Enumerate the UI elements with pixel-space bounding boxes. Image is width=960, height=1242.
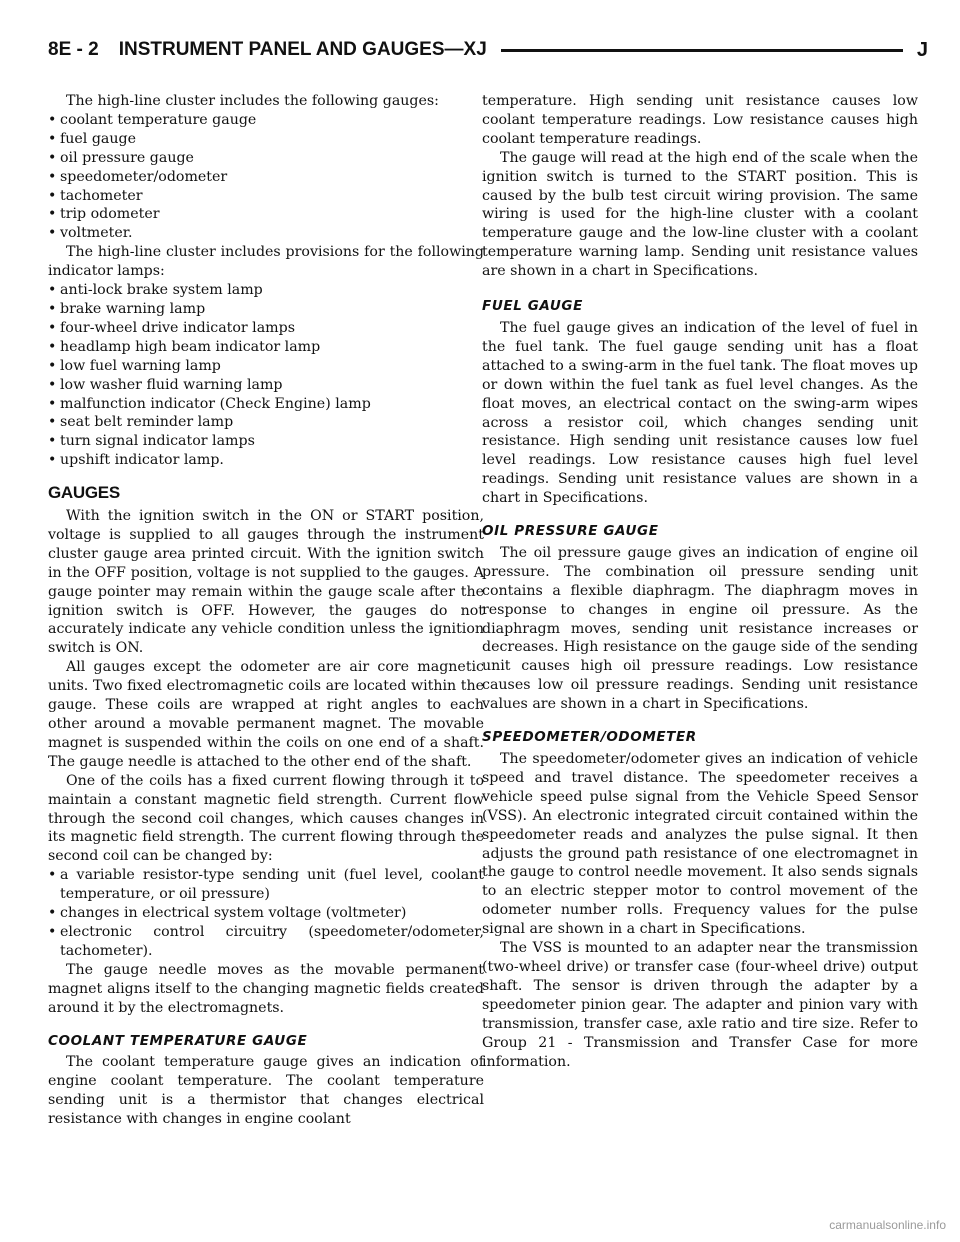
right-column (482, 92, 918, 1071)
bullet-icon: • (48, 905, 57, 922)
bullet-icon: • (48, 206, 57, 223)
list-item: • seat belt reminder lamp (48, 414, 234, 431)
heading-oil-pressure-gauge: OIL PRESSURE GAUGE (482, 523, 659, 540)
list-item: • fuel gauge (48, 130, 136, 147)
paragraph: The gauge will read at the high end of the scale when the ignition switch is turned to the START position. This is caused by the bulb test circuit wiring provision. The same wiring is used for the high-line cluster with a coolant temperature gauge and the low-line cluster with a coolant temperature warning lamp. Sending unit resistance values are shown in a chart in Specifications. (482, 149, 918, 280)
lamps-intro-paragraph: The high-line cluster includes provisions for the following indicator lamps: (48, 244, 484, 280)
paragraph: The coolant temperature gauge gives an indication of engine coolant temperature. The coolant temperature sending unit is a thermistor that changes electrical resistance with changes in engine coolant (48, 1054, 484, 1128)
bullet-icon: • (48, 130, 57, 147)
change-list (48, 866, 484, 961)
bullet-icon: • (48, 414, 57, 431)
bullet-icon: • (48, 149, 57, 166)
bullet-icon: • (48, 867, 57, 884)
page-header (48, 30, 928, 70)
list-item: • anti-lock brake system lamp (48, 282, 263, 299)
heading-coolant-temperature-gauge: COOLANT TEMPERATURE GAUGE (48, 1032, 308, 1049)
bullet-icon: • (48, 187, 57, 204)
lamps-list (48, 281, 484, 470)
bullet-icon: • (48, 111, 57, 128)
list-item: • brake warning lamp (48, 300, 206, 317)
list-item: • coolant temperature gauge (48, 111, 257, 128)
paragraph: The fuel gauge gives an indication of the level of fuel in the fuel tank. The fuel gauge sending unit has a float attached to a swing-arm in the fuel tank. The float moves up or down within the fuel tank as fuel level changes. As the float moves, an electrical contact on the swing-arm wipes across a resistor coil, which changes sending unit resistance. High sending unit resistance causes low fuel level readings. Low resistance causes high fuel level readings. Sending unit resistance values are shown in a chart in Specifications. (482, 319, 918, 507)
section-title: INSTRUMENT PANEL AND GAUGES—XJ (118, 39, 487, 60)
paragraph: One of the coils has a fixed current flowing through it to maintain a constant magnetic field strength. Current flow through the second coil changes, which causes changes in its magnetic field strength. The current flowing through the second coil can be changed by: (48, 772, 484, 865)
list-item: • a variable resistor-type sending unit (fuel level, coolant temperature, or oil pressure) (48, 867, 484, 903)
list-item: • voltmeter. (48, 225, 133, 242)
list-item: • speedometer/odometer (48, 168, 228, 185)
bullet-icon: • (48, 357, 57, 374)
list-item: • turn signal indicator lamps (48, 433, 255, 450)
list-item: • low washer fluid warning lamp (48, 376, 283, 393)
bullet-icon: • (48, 433, 57, 450)
heading-speedometer-odometer: SPEEDOMETER/ODOMETER (482, 729, 697, 746)
list-item: • low fuel warning lamp (48, 357, 221, 374)
list-item: • changes in electrical system voltage (voltmeter) (48, 905, 407, 922)
paragraph: The oil pressure gauge gives an indication of engine oil pressure. The combination oil pressure sending unit contains a flexible diaphragm. The diaphragm moves in response to changes in engine oil pressure. As the diaphragm moves, sending unit resistance increases or decreases. High resistance on the gauge side of the sending unit causes high oil pressure readings. Low resistance causes low oil pressure readings. Sending unit resistance values are shown in a chart in Specifications. (482, 544, 918, 713)
gauges-list (48, 111, 484, 243)
list-item: • electronic control circuitry (speedometer/odometer, tachometer). (48, 923, 484, 959)
list-item: • malfunction indicator (Check Engine) lamp (48, 395, 371, 412)
page-number: 8E - 2 (48, 39, 99, 60)
gauges-intro-paragraph: The high-line cluster includes the following gauges: (66, 93, 439, 109)
bullet-icon: • (48, 395, 57, 412)
bullet-icon: • (48, 923, 57, 940)
heading-gauges: GAUGES (48, 483, 120, 503)
paragraph: The speedometer/odometer gives an indication of vehicle speed and travel distance. The speedometer receives a vehicle speed pulse signal from the Vehicle Speed Sensor (VSS). An electronic integrated circuit contained within the speedometer reads and analyzes the pulse signal. It then adjusts the ground path resistance of one electromagnet in the gauge to control needle movement. It also sends signals to an electric stepper motor to control movement of the odometer number rolls. Frequency values for the pulse signal are shown in a chart in Specifications. (482, 751, 918, 938)
bullet-icon: • (48, 338, 57, 355)
paragraph: The gauge needle moves as the movable permanent magnet aligns itself to the changing magnetic fields created around it by the electromagnets. (48, 961, 484, 1016)
bullet-icon: • (48, 168, 57, 185)
list-item: • trip odometer (48, 206, 160, 223)
paragraph: temperature. High sending unit resistance causes low coolant temperature readings. Low resistance causes high coolant temperature readings. (482, 93, 918, 147)
list-item: • upshift indicator lamp. (48, 452, 224, 469)
left-column (48, 92, 484, 1129)
list-item: • headlamp high beam indicator lamp (48, 338, 321, 355)
bullet-icon: • (48, 319, 57, 336)
bullet-icon: • (48, 225, 57, 242)
list-item: • four-wheel drive indicator lamps (48, 319, 295, 336)
footer-watermark: carmanualsonline.info (829, 1218, 946, 1232)
list-item: • oil pressure gauge (48, 149, 194, 166)
paragraph: With the ignition switch in the ON or START position, voltage is supplied to all gauges through the instrument cluster gauge area printed circuit. With the ignition switch in the OFF position, voltage is not supplied to the gauges. A gauge pointer may remain within the gauge scale after the ignition switch is OFF. However, the gauges do not accurately indicate any vehicle condition unless the ignition switch is ON. (48, 508, 484, 657)
bullet-icon: • (48, 282, 57, 299)
list-item: • tachometer (48, 187, 143, 204)
paragraph: All gauges except the odometer are air core magnetic units. Two fixed electromagnetic coils are located within the gauge. These coils are wrapped at right angles to each other around a movable permanent magnet. The movable magnet is suspended within the coils on one end of a shaft. The gauge needle is attached to the other end of the shaft. (48, 659, 484, 770)
bullet-icon: • (48, 452, 57, 469)
header-rule (501, 49, 903, 52)
bullet-icon: • (48, 376, 57, 393)
bullet-icon: • (48, 300, 57, 317)
paragraph: The VSS is mounted to an adapter near the transmission (two-wheel drive) or transfer case (four-wheel drive) output shaft. The sensor is driven through the adapter by a speedometer pinion gear. The adapter and pinion vary with transmission, transfer case, axle ratio and tire size. Refer to Group 21 - Transmission and Transfer Case for more information. (482, 940, 918, 1070)
heading-fuel-gauge: FUEL GAUGE (482, 298, 583, 315)
section-letter: J (916, 38, 928, 61)
